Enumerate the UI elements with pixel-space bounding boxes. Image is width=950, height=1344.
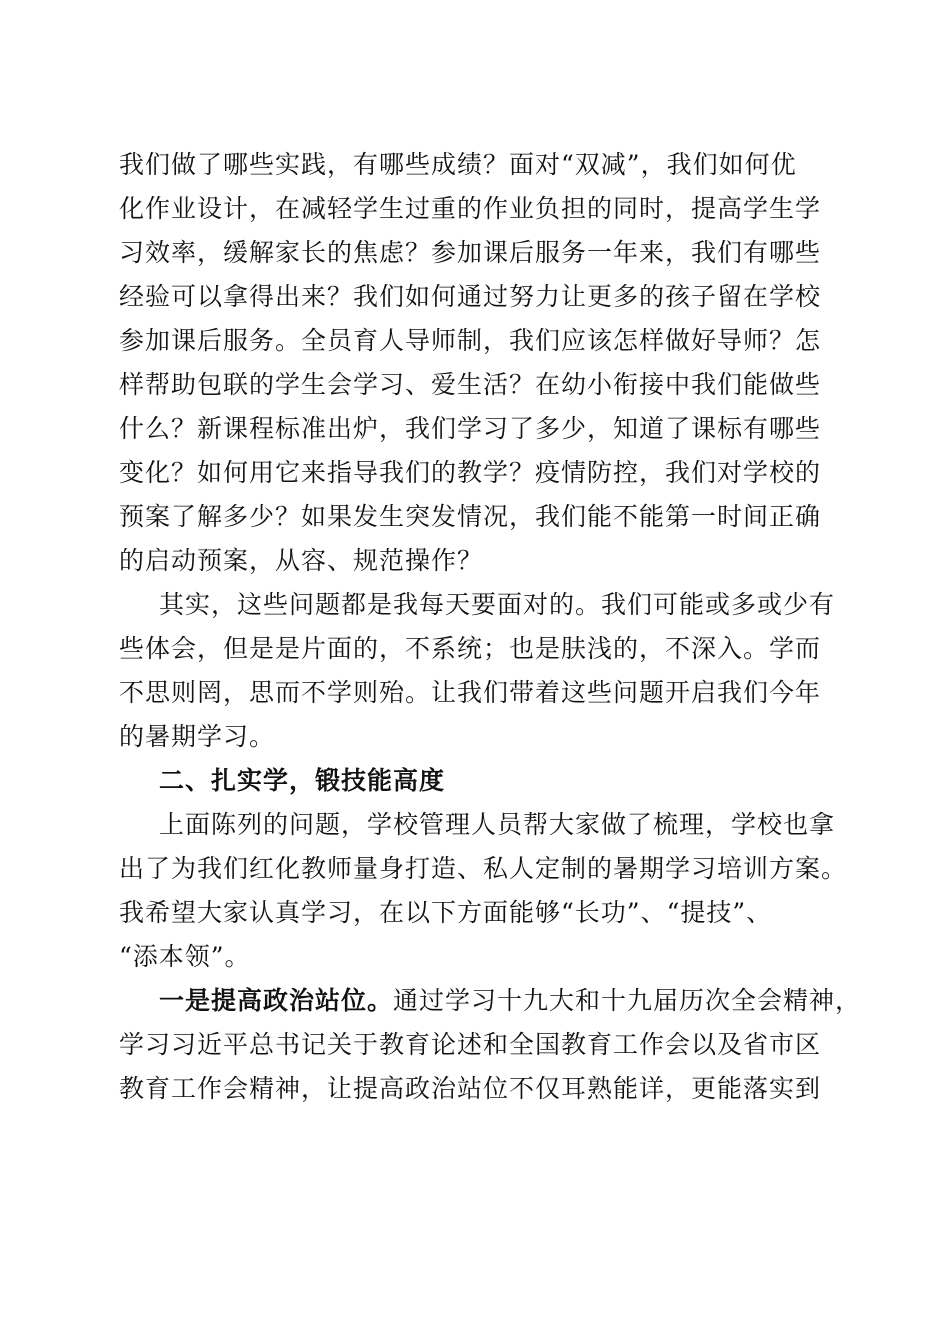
text-line: 变化？如何用它来指导我们的教学？疫情防控，我们对学校的: [119, 458, 822, 487]
text-line: 的启动预案，从容、规范操作？: [119, 546, 484, 575]
section-heading: 二、扎实学，锻技能高度: [159, 766, 446, 795]
text-line: 不思则罔，思而不学则殆。让我们带着这些问题开启我们今年: [119, 678, 822, 707]
paragraph-lead: 一是提高政治站位。: [159, 986, 394, 1015]
text-line: 化作业设计，在减轻学生过重的作业负担的同时，提高学生学: [119, 194, 822, 223]
paragraph-text: 通过学习十九大和十九届历次全会精神，: [393, 986, 862, 1015]
text-line: 出了为我们红化教师量身打造、私人定制的暑期学习培训方案。: [119, 854, 848, 883]
text-line: 预案了解多少？如果发生突发情况，我们能不能第一时间正确: [119, 502, 822, 531]
text-line: 习效率，缓解家长的焦虑？参加课后服务一年来，我们有哪些: [119, 238, 822, 267]
document-body: [119, 143, 862, 1111]
text-line: 的暑期学习。: [119, 722, 276, 751]
text-line: 参加课后服务。全员育人导师制，我们应该怎样做好导师？怎: [119, 326, 822, 355]
text-line: 经验可以拿得出来？我们如何通过努力让更多的孩子留在学校: [119, 282, 822, 311]
text-line: 学习习近平总书记关于教育论述和全国教育工作会以及省市区: [119, 1030, 822, 1059]
text-line: “添本领”。: [119, 942, 251, 971]
text-line: 教育工作会精神，让提高政治站位不仅耳熟能详，更能落实到: [119, 1074, 822, 1103]
text-line: 些体会，但是是片面的，不系统；也是肤浅的，不深入。学而: [119, 634, 822, 663]
text-line: 什么？新课程标准出炉，我们学习了多少，知道了课标有哪些: [119, 414, 822, 443]
text-line: 其实，这些问题都是我每天要面对的。我们可能或多或少有: [159, 590, 836, 619]
text-line: 上面陈列的问题，学校管理人员帮大家做了梳理，学校也拿: [159, 810, 836, 839]
text-line: 样帮助包联的学生会学习、爱生活？在幼小衔接中我们能做些: [119, 370, 822, 399]
text-line: 我们做了哪些实践，有哪些成绩？面对“双减”，我们如何优: [119, 150, 797, 179]
text-line: [119, 979, 862, 1023]
text-line: 我希望大家认真学习，在以下方面能够“长功”、“提技”、: [119, 898, 773, 927]
